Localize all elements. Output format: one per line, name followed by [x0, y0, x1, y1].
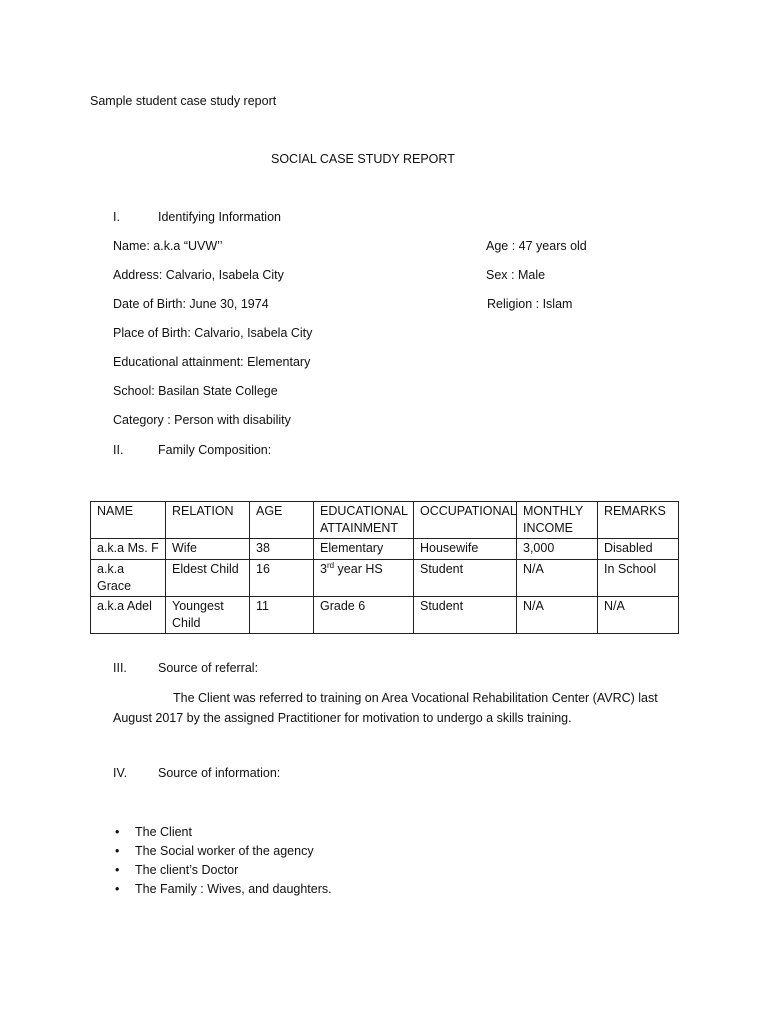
bullet-icon: •	[115, 863, 120, 877]
list-item: • The Client	[113, 823, 332, 842]
cell-remarks: Disabled	[598, 539, 679, 560]
education-ordinal-suffix: rd	[326, 560, 335, 570]
education-number: 3	[320, 562, 327, 576]
bullet-icon: •	[115, 844, 120, 858]
cell-income: N/A	[517, 597, 598, 634]
column-header-education: EDUCATIONAL ATTAINMENT	[314, 502, 414, 539]
field-education: Educational attainment: Elementary	[113, 355, 311, 369]
field-sex: Sex : Male	[486, 268, 546, 282]
section-identifying-heading	[113, 210, 281, 224]
column-header-relation: RELATION	[166, 502, 250, 539]
section-title: Family Composition:	[158, 443, 272, 457]
field-date-of-birth: Date of Birth: June 30, 1974	[113, 297, 269, 311]
education-rest: year HS	[334, 562, 383, 576]
section-number: III.	[113, 661, 127, 675]
column-header-income: MONTHLY INCOME	[517, 502, 598, 539]
section-title: Source of referral:	[158, 661, 259, 675]
list-item: • The Family : Wives, and daughters.	[113, 880, 332, 899]
section-family-heading	[113, 443, 271, 457]
table-row	[91, 539, 679, 560]
family-composition-table	[90, 501, 679, 634]
list-item: • The Social worker of the agency	[113, 842, 332, 861]
cell-occupation: Student	[414, 597, 517, 634]
cell-age: 16	[250, 560, 314, 597]
cell-name: a.k.a Grace	[91, 560, 166, 597]
field-age: Age : 47 years old	[486, 239, 587, 253]
referral-paragraph	[113, 688, 673, 728]
section-title: Source of information:	[158, 766, 281, 780]
cell-name: a.k.a Adel	[91, 597, 166, 634]
cell-education: Grade 6	[314, 597, 414, 634]
cell-remarks: In School	[598, 560, 679, 597]
document-caption: Sample student case study report	[90, 94, 277, 108]
section-referral-heading	[113, 661, 258, 675]
section-number: II.	[113, 443, 124, 457]
cell-name: a.k.a Ms. F	[91, 539, 166, 560]
field-school: School: Basilan State College	[113, 384, 278, 398]
table-header-row	[91, 502, 679, 539]
cell-age: 11	[250, 597, 314, 634]
cell-income: 3,000	[517, 539, 598, 560]
field-name: Name: a.k.a “UVW’’	[113, 239, 223, 253]
table-row	[91, 597, 679, 634]
list-item: • The client’s Doctor	[113, 861, 332, 880]
section-number: IV.	[113, 766, 128, 780]
cell-relation: Eldest Child	[166, 560, 250, 597]
cell-age: 38	[250, 539, 314, 560]
field-category: Category : Person with disability	[113, 413, 291, 427]
cell-occupation: Housewife	[414, 539, 517, 560]
referral-text: The Client was referred to training on Area Vocational Rehabilitation Center (AVRC) last August 2017 by the assigned Practitioner for motivation to undergo a skills training.	[113, 691, 658, 725]
bullet-icon: •	[115, 882, 120, 896]
column-header-remarks: REMARKS	[598, 502, 679, 539]
section-title: Identifying Information	[158, 210, 281, 224]
cell-relation: Youngest Child	[166, 597, 250, 634]
column-header-name: NAME	[91, 502, 166, 539]
column-header-occupation: OCCUPATIONAL	[414, 502, 517, 539]
cell-income: N/A	[517, 560, 598, 597]
bullet-icon: •	[115, 825, 120, 839]
section-number: I.	[113, 210, 120, 224]
cell-education: Elementary	[314, 539, 414, 560]
cell-remarks: N/A	[598, 597, 679, 634]
cell-relation: Wife	[166, 539, 250, 560]
field-place-of-birth: Place of Birth: Calvario, Isabela City	[113, 326, 313, 340]
document-title: SOCIAL CASE STUDY REPORT	[271, 152, 455, 166]
table-row	[91, 560, 679, 597]
column-header-age: AGE	[250, 502, 314, 539]
cell-education	[314, 560, 414, 597]
cell-occupation: Student	[414, 560, 517, 597]
information-sources-list	[113, 823, 332, 899]
field-religion: Religion : Islam	[487, 297, 573, 311]
field-address: Address: Calvario, Isabela City	[113, 268, 284, 282]
section-information-heading	[113, 766, 280, 780]
